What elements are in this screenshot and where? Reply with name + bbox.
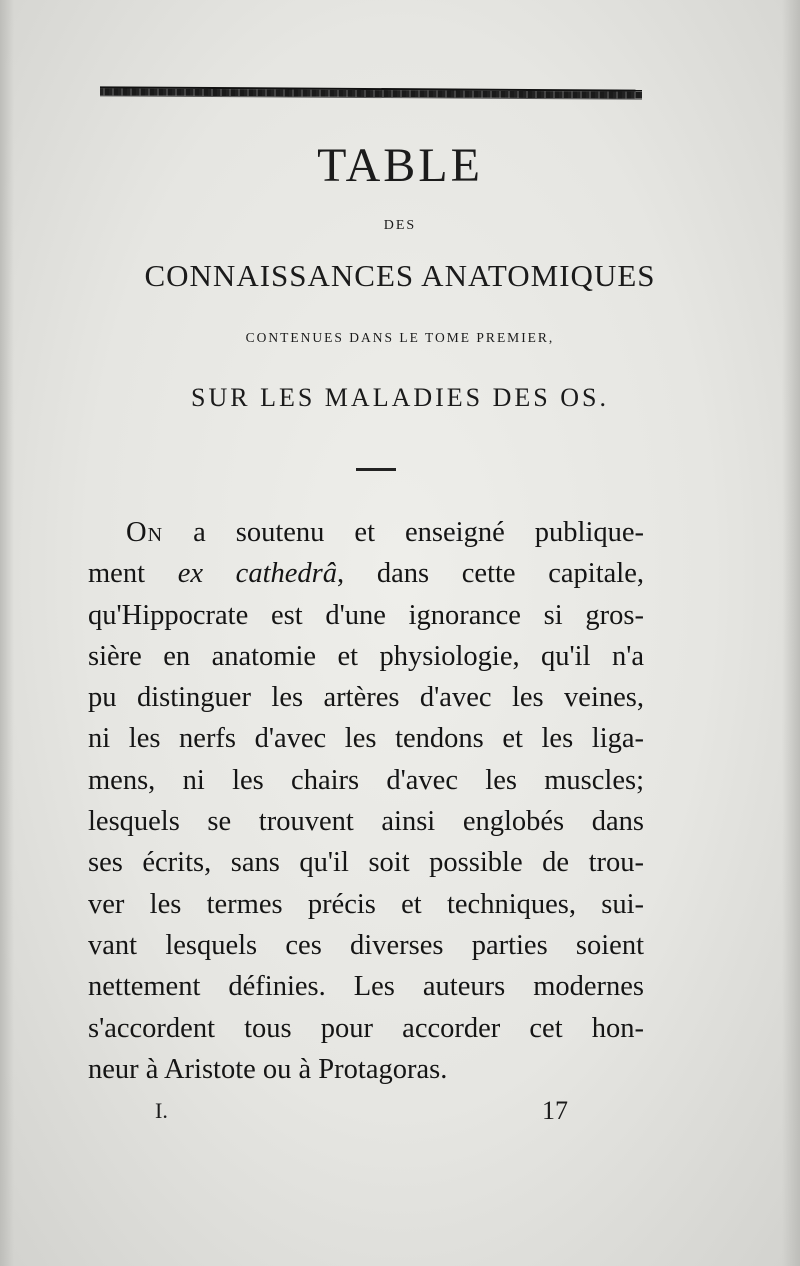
body-line: ver les termes précis et techniques, sui-	[88, 888, 644, 920]
page-title: TABLE	[317, 139, 483, 192]
signature-mark: I.	[155, 1098, 168, 1123]
body-line: qu'Hippocrate est d'une ignorance si gros-	[88, 599, 644, 631]
line-text: a soutenu et enseigné publique-	[163, 517, 644, 548]
body-line: ses écrits, sans qu'il soit possible de trou-	[88, 847, 644, 879]
body-line: vant lesquels ces diverses parties soient	[88, 929, 644, 961]
body-line	[88, 553, 644, 594]
body-line: s'accordent tous pour accorder cet hon-	[88, 1012, 644, 1044]
section-heading: SUR LES MALADIES DES OS.	[191, 383, 609, 412]
volume-note: CONTENUES DANS LE TOME PREMIER,	[245, 330, 555, 345]
short-divider	[356, 468, 396, 471]
line-text: , dans cette capitale,	[337, 558, 644, 590]
body-line: lesquels se trouvent ainsi englobés dans	[88, 806, 644, 838]
body-line: mens, ni les chairs d'avec les muscles;	[88, 764, 644, 796]
ornamental-rule	[100, 86, 642, 99]
body-line: ni les nerfs d'avec les tendons et les liga-	[88, 723, 644, 755]
body-paragraph	[88, 512, 644, 1090]
drop-word: On	[126, 517, 164, 548]
body-line: neur à Aristote ou à Protagoras.	[88, 1053, 448, 1085]
page-subtitle: CONNAISSANCES ANATOMIQUES	[144, 258, 656, 293]
line-text: ment	[88, 558, 178, 590]
latin-phrase: ex cathedrâ	[177, 558, 337, 590]
body-line	[88, 512, 644, 553]
body-line: nettement définies. Les auteurs modernes	[88, 971, 644, 1003]
page-number: 17	[542, 1096, 568, 1125]
body-line: sière en anatomie et physiologie, qu'il n'a	[88, 640, 644, 672]
title-connector: DES	[383, 218, 417, 233]
body-line: pu distinguer les artères d'avec les veines,	[88, 682, 644, 714]
